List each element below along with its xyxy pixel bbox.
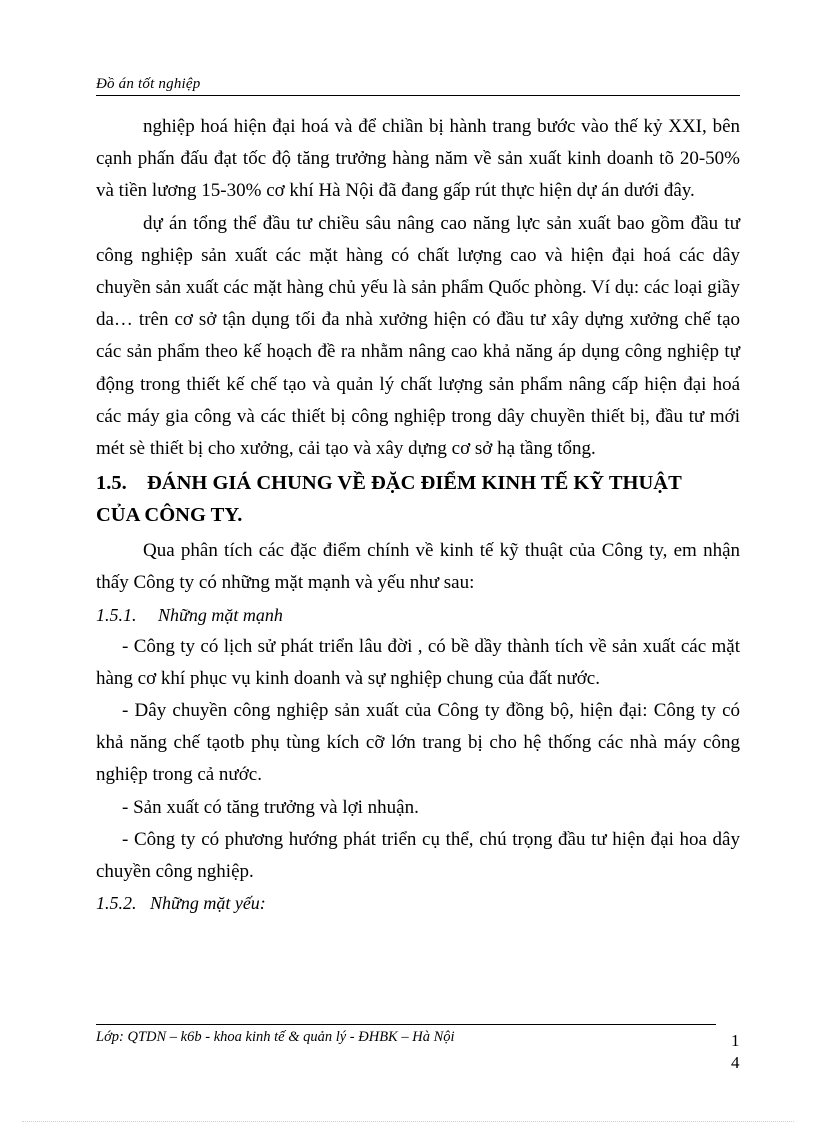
page-edge-divider xyxy=(22,1121,794,1122)
page-number-digit: 4 xyxy=(731,1053,740,1072)
list-item: - Công ty có phương hướng phát triển cụ thể, chú trọng đầu tư hiện đại hoa dây chuyền công nghiệp. xyxy=(96,828,740,883)
list-item: - Công ty có lịch sử phát triển lâu đời , có bề dầy thành tích về sản xuất các mặt hàng cơ khí phục vụ kinh doanh và sự nghiệp chung của đất nước. xyxy=(96,635,740,689)
body-paragraph: dự án tổng thể đầu tư chiều sâu nâng cao năng lực sản xuất bao gồm đầu tư công nghiệp sản xuất các mặt hàng có chất lượng cao và hiện đại hoá các dây chuyền sản xuất các mặt hàng chủ yếu là sản phẩm Quốc phòng. Ví dụ: các loại giầy da… trên cơ sở tận dụng tối đa nhà xưởng hiện có đầu tư xây dựng xưởng chế tạo các sản phẩm theo kế hoạch đề ra nhằm nâng cao khả năng áp dụng công nghiệp tự động trong thiết kế chế tạo và quản lý chất lượng sản phẩm nâng cấp hiện đại hoá các máy gia công và các thiết bị công nghiệp trong dây chuyền thiết bị, đầu tư mới mét sè thiết bị cho xưởng, cải tạo và xây dựng cơ sở hạ tầng tổng. xyxy=(96,212,740,460)
subsection-title: Những mặt yếu: xyxy=(150,893,266,914)
subsection-title: Những mặt mạnh xyxy=(158,604,283,625)
header-divider xyxy=(96,95,740,96)
section-title-line1: ĐÁNH GIÁ CHUNG VỀ ĐẶC ĐIỂM KINH TẾ KỸ THUẬT xyxy=(147,472,682,495)
list-item: - Dây chuyền công nghiệp sản xuất của Công ty đồng bộ, hiện đại: Công ty có khả năng chế tạotb phụ tùng kích cỡ lớn trang bị cho hệ thống các nhà máy công nghiệp trong cả nước. xyxy=(96,700,740,786)
page-header: Đồ án tốt nghiệp xyxy=(96,76,201,92)
subsection-number: 1.5.2. xyxy=(96,893,137,914)
footer-divider xyxy=(96,1024,716,1025)
section-number: 1.5. xyxy=(96,472,127,495)
section-title-line2: CỦA CÔNG TY. xyxy=(96,504,243,527)
list-item: - Sản xuất có tăng trưởng và lợi nhuận. xyxy=(122,796,419,818)
subsection-heading-weaknesses xyxy=(96,888,740,919)
section-heading xyxy=(96,467,740,531)
page-number xyxy=(731,1030,747,1074)
document-body xyxy=(96,111,740,919)
section-intro: Qua phân tích các đặc điểm chính về kinh tế kỹ thuật của Công ty, em nhận thấy Công ty có những mặt mạnh và yếu như sau: xyxy=(96,540,740,594)
subsection-number: 1.5.1. xyxy=(96,604,137,625)
body-paragraph: nghiệp hoá hiện đại hoá và để chiần bị hành trang bước vào thế kỷ XXI, bên cạnh phấn đấu đạt tốc độ tăng trưởng hàng năm về sản xuất kinh doanh tõ 20-50% và tiền lương 15-30% cơ khí Hà Nội đã đang gấp rút thực hiện dự án dưới đây. xyxy=(96,116,740,202)
subsection-heading-strengths xyxy=(96,600,740,631)
page-footer: Lớp: QTDN – k6b - khoa kinh tế & quản lý - ĐHBK – Hà Nội xyxy=(96,1029,455,1045)
page-number-digit: 1 xyxy=(731,1031,740,1050)
